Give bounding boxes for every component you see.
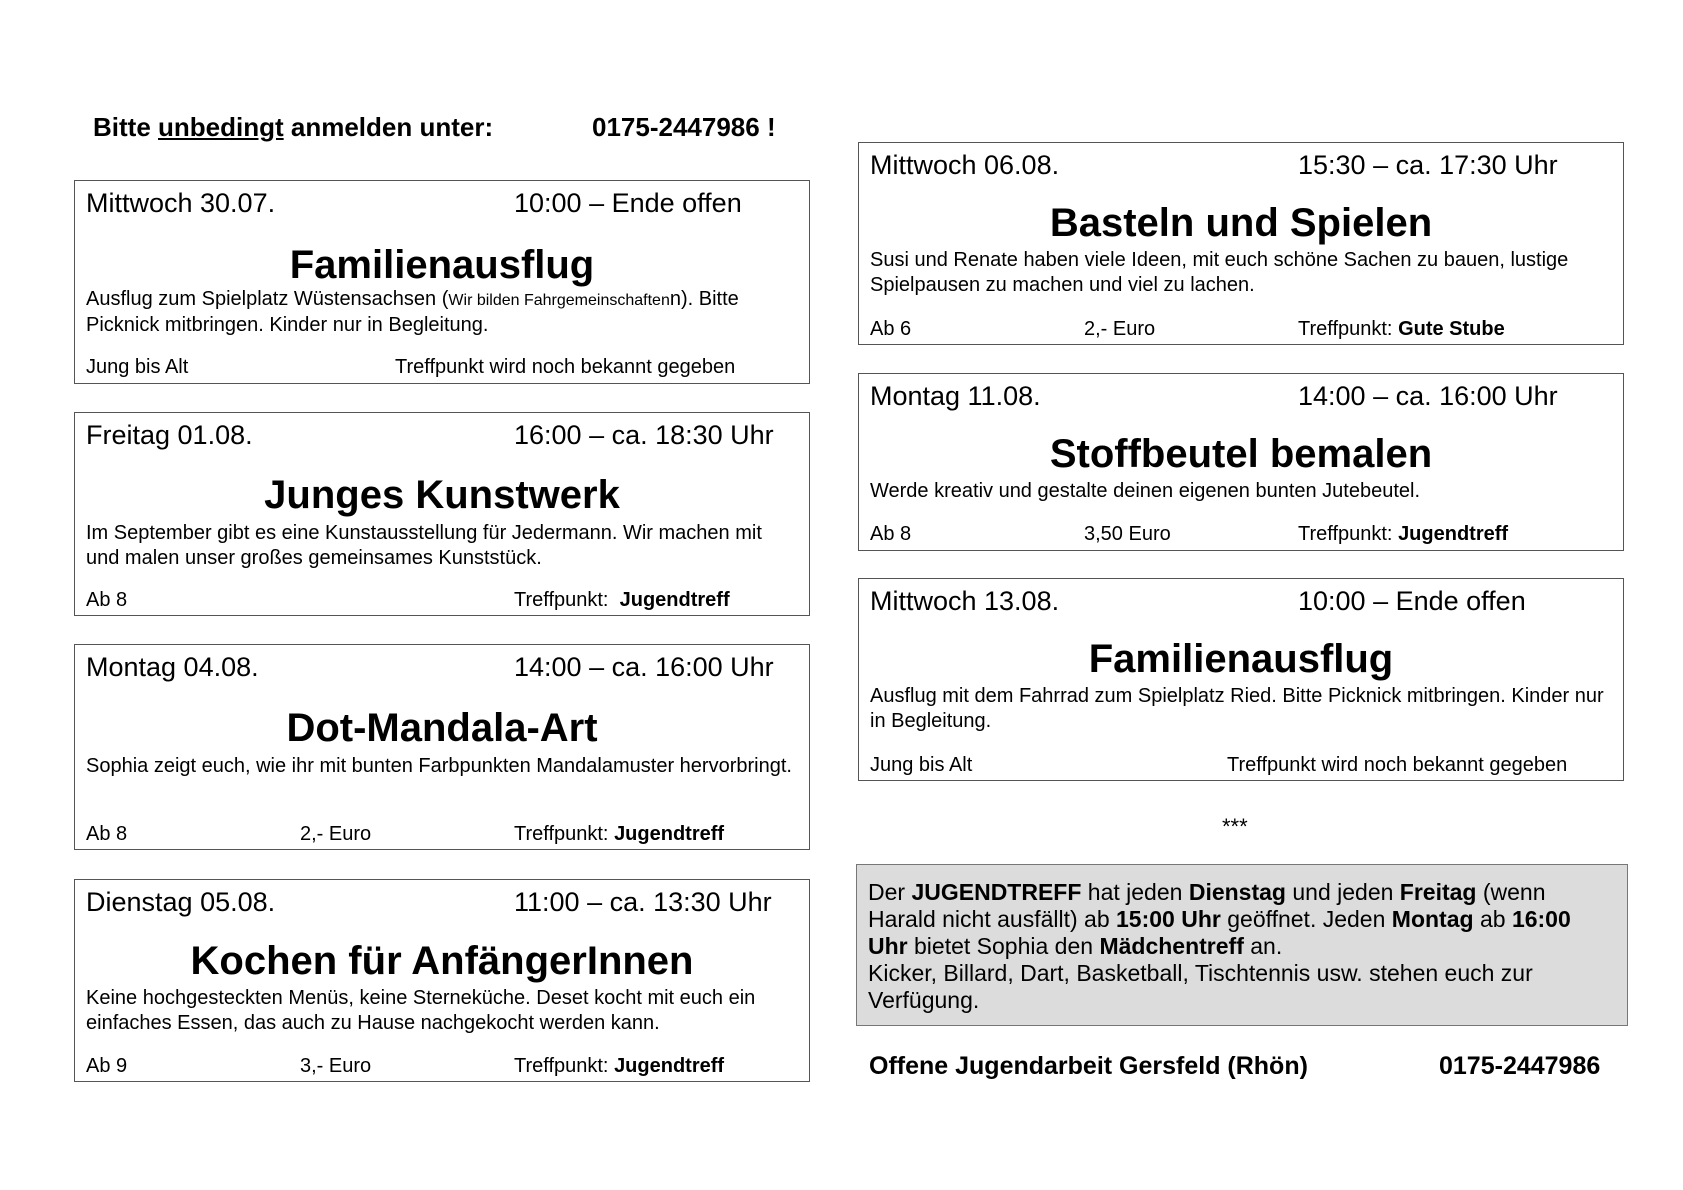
event-age: Ab 8: [870, 523, 912, 545]
event-title: Dot-Mandala-Art: [286, 706, 598, 750]
event-time: 14:00 – ca. 16:00 Uhr: [514, 652, 774, 682]
meeting-place: Jugendtreff: [614, 1055, 725, 1077]
footer-phone: 0175-2447986: [1439, 1052, 1601, 1080]
event-time: 16:00 – ca. 18:30 Uhr: [514, 420, 774, 450]
meeting-place: Jugendtreff: [1398, 523, 1509, 545]
event-title: Basteln und Spielen: [1049, 201, 1433, 245]
event-age: Jung bis Alt: [870, 754, 973, 776]
meeting-label: Treffpunkt:: [1298, 318, 1399, 340]
meeting-label: Treffpunkt:: [514, 589, 620, 611]
event-description: Werde kreativ und gestalte deinen eigenen bunten Jutebeutel.: [870, 480, 1421, 502]
event-title: Stoffbeutel bemalen: [1049, 432, 1433, 476]
info-bold: 15:00 Uhr: [1116, 906, 1221, 932]
info-bold: Dienstag: [1188, 879, 1286, 905]
event-age: Ab 9: [86, 1055, 128, 1077]
event-meeting-point: [1298, 318, 1505, 341]
event-card-stoffbeutel: [858, 373, 1624, 551]
event-day: Montag 11.08.: [870, 381, 1041, 411]
event-meeting-point: [1298, 523, 1508, 546]
event-meeting-point: [514, 1055, 724, 1078]
event-day: Mittwoch 30.07.: [86, 188, 276, 218]
info-bold: 16:00 Uhr: [868, 906, 1571, 959]
header-underlined: unbedingt: [158, 112, 284, 142]
info-text: bietet Sophia den: [907, 933, 1100, 959]
event-title: Familienausflug: [1088, 637, 1394, 681]
info-text: an.: [1243, 933, 1283, 959]
meeting-label: Treffpunkt:: [514, 1055, 615, 1077]
event-card-dot-mandala-art: [74, 644, 810, 850]
event-price: 2,- Euro: [300, 823, 372, 845]
event-time: 14:00 – ca. 16:00 Uhr: [1298, 381, 1558, 411]
event-day: Montag 04.08.: [86, 652, 259, 682]
event-day: Dienstag 05.08.: [86, 887, 276, 917]
event-title: Junges Kunstwerk: [264, 473, 620, 517]
event-day: Mittwoch 13.08.: [870, 586, 1060, 616]
event-meeting-point: [514, 589, 730, 612]
event-price: 2,- Euro: [1084, 318, 1156, 340]
separator-stars: ***: [1222, 814, 1248, 839]
registration-header: [93, 112, 776, 143]
info-text: ab: [1473, 906, 1512, 932]
event-description-part: n). Bitte Picknick mitbringen. Kinder nur in Begleitung.: [86, 288, 739, 336]
event-age: Jung bis Alt: [86, 356, 189, 378]
event-time: 10:00 – Ende offen: [514, 188, 742, 218]
meeting-place: Jugendtreff: [619, 589, 730, 611]
header-text-before: Bitte: [93, 112, 158, 142]
info-text: und jeden: [1285, 879, 1400, 905]
info-bold: JUGENDTREFF: [911, 879, 1082, 905]
event-card-kochen: [74, 879, 810, 1082]
event-price: 3,50 Euro: [1084, 523, 1171, 545]
event-time: 10:00 – Ende offen: [1298, 586, 1526, 616]
event-meeting-point: Treffpunkt wird noch bekannt gegeben: [1227, 754, 1568, 776]
event-description: Sophia zeigt euch, wie ihr mit bunten Farbpunkten Mandalamuster hervorbringt.: [86, 755, 792, 777]
event-description: [86, 287, 799, 338]
event-card-basteln: [858, 142, 1624, 345]
info-text: geöffnet. Jeden: [1220, 906, 1392, 932]
event-card-familienausflug-2: [858, 578, 1624, 781]
event-age: Ab 6: [870, 318, 912, 340]
meeting-label: Treffpunkt:: [514, 823, 615, 845]
event-title: Familienausflug: [289, 243, 595, 287]
info-bold: Mädchentreff: [1099, 933, 1244, 959]
meeting-place: Jugendtreff: [614, 823, 725, 845]
event-description: Ausflug mit dem Fahrrad zum Spielplatz Ried. Bitte Picknick mitbringen. Kinder nur in Begleitung.: [870, 685, 1604, 732]
info-text: (wenn Harald nicht ausfällt) ab: [868, 879, 1546, 932]
footer-organization: Offene Jugendarbeit Gersfeld (Rhön): [869, 1052, 1308, 1080]
event-description-part: Ausflug zum Spielplatz Wüstensachsen (: [86, 288, 449, 310]
event-age: Ab 8: [86, 589, 128, 611]
event-meeting-point: [514, 823, 724, 846]
info-bold: Freitag: [1399, 879, 1477, 905]
event-card-junges-kunstwerk: [74, 412, 810, 616]
header-phone: 0175-2447986 !: [592, 112, 776, 142]
event-age: Ab 8: [86, 823, 128, 845]
event-description: Im September gibt es eine Kunstausstellung für Jedermann. Wir machen mit und malen unser großes gemeinsames Kunststück.: [86, 522, 762, 569]
info-text: Der: [868, 879, 912, 905]
event-card-familienausflug-1: [74, 180, 810, 384]
event-description: Keine hochgesteckten Menüs, keine Sterneküche. Deset kocht mit euch ein einfaches Essen, das auch zu Hause nachgekocht werden kann.: [86, 987, 756, 1034]
jugendtreff-info-box: [856, 864, 1628, 1026]
event-description: Susi und Renate haben viele Ideen, mit euch schöne Sachen zu bauen, lustige Spielpausen zu machen und viel zu lachen.: [870, 249, 1569, 296]
event-title: Kochen für AnfängerInnen: [190, 939, 694, 983]
event-day: Mittwoch 06.08.: [870, 150, 1060, 180]
event-meeting-point: Treffpunkt wird noch bekannt gegeben: [395, 356, 736, 378]
event-time: 11:00 – ca. 13:30 Uhr: [514, 887, 772, 917]
meeting-label: Treffpunkt:: [1298, 523, 1399, 545]
event-price: 3,- Euro: [300, 1055, 372, 1077]
info-text: hat jeden: [1081, 879, 1189, 905]
event-description-small: Wir bilden Fahrgemeinschaften: [448, 292, 670, 309]
header-text-after: anmelden unter:: [283, 112, 494, 142]
info-bold: Montag: [1391, 906, 1474, 932]
event-time: 15:30 – ca. 17:30 Uhr: [1298, 150, 1558, 180]
event-day: Freitag 01.08.: [86, 420, 253, 450]
info-activities: Kicker, Billard, Dart, Basketball, Tischtennis usw. stehen euch zur Verfügung.: [868, 960, 1533, 1013]
meeting-place: Gute Stube: [1398, 318, 1505, 340]
